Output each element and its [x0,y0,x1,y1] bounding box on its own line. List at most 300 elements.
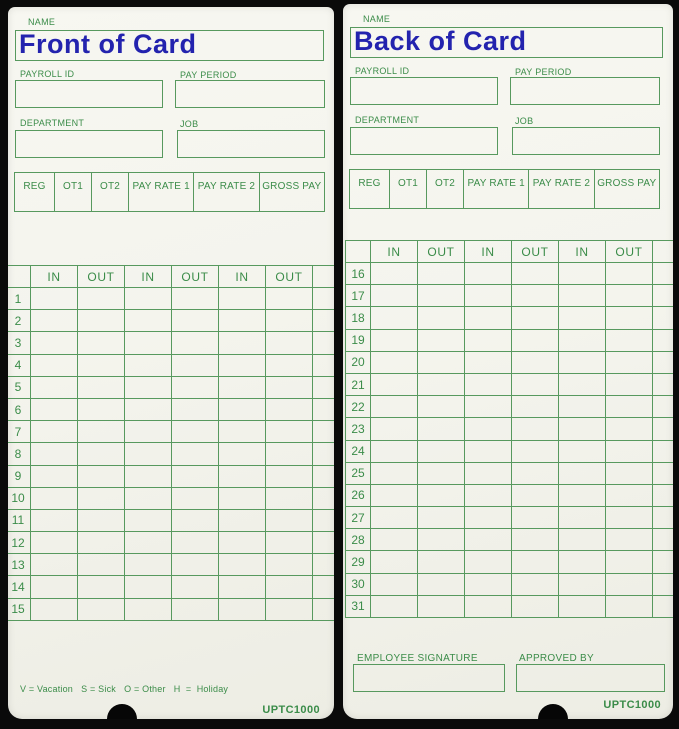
day-number: 22 [346,396,371,418]
pay-period-box [510,77,660,105]
punch-cell [172,421,219,443]
day-number: 21 [346,373,371,395]
grid-row [8,465,334,487]
day-number: 29 [346,551,371,573]
summary-cell [389,170,426,208]
punch-cell [266,398,313,420]
partial-cell [313,509,335,531]
bottom-notch [538,704,568,719]
punch-cell [418,329,465,351]
punch-cell [465,351,512,373]
punch-cell [266,465,313,487]
punch-cell [31,576,78,598]
grid-row [8,487,334,509]
punch-cell [266,376,313,398]
punch-cell [219,465,266,487]
job-box [177,130,325,158]
department-box [15,130,163,158]
grid-header-cell: IN [219,266,266,288]
grid-row [346,573,674,595]
punch-cell [172,465,219,487]
punch-cell [78,554,125,576]
punch-cell [512,462,559,484]
punch-cell [465,507,512,529]
partial-cell [653,573,674,595]
approved-by-box [516,664,665,692]
punch-cell [559,484,606,506]
pay-period-box [175,80,325,108]
punch-cell [418,440,465,462]
punch-cell [418,351,465,373]
grid-row [8,398,334,420]
absence-code-legend: V = Vacation S = Sick O = Other H = Holiday [20,684,229,694]
punch-cell [31,554,78,576]
punch-cell [606,440,653,462]
punch-cell [418,263,465,285]
grid-row [346,307,674,329]
punch-cell [172,554,219,576]
day-number: 28 [346,529,371,551]
punch-cell [172,310,219,332]
punch-cell [465,418,512,440]
punch-cell [266,288,313,310]
day-number: 13 [8,554,31,576]
partial-cell [653,263,674,285]
pay-period-label: PAY PERIOD [180,70,237,80]
pay-period-label: PAY PERIOD [515,67,572,77]
grid-header-partial [653,241,674,263]
grid-row [346,418,674,440]
grid-row [346,507,674,529]
punch-cell [606,462,653,484]
punch-cell [31,487,78,509]
day-number: 30 [346,573,371,595]
punch-cell [418,551,465,573]
punch-cell [371,396,418,418]
punch-cell [266,443,313,465]
grid-row [8,532,334,554]
punch-cell [371,418,418,440]
day-number: 15 [8,598,31,620]
punch-cell [559,462,606,484]
punch-cell [371,351,418,373]
punch-cell [125,576,172,598]
punch-cell [606,285,653,307]
payroll-id-label: PAYROLL ID [355,66,410,76]
summary-cell-label: PAY RATE 1 [132,181,190,192]
punch-cell [125,376,172,398]
punch-cell [512,551,559,573]
punch-cell [418,307,465,329]
partial-cell [653,307,674,329]
grid-header-cell: OUT [78,266,125,288]
punch-cell [606,396,653,418]
grid-row [8,576,334,598]
day-number: 9 [8,465,31,487]
partial-cell [313,443,335,465]
summary-cell [594,170,659,208]
day-number: 10 [8,487,31,509]
punch-cell [219,332,266,354]
punch-cell [266,332,313,354]
grid-row [346,529,674,551]
punch-cell [219,354,266,376]
punch-cell [219,288,266,310]
grid-row [8,354,334,376]
punch-cell [371,263,418,285]
punch-cell [78,376,125,398]
punch-cell [559,507,606,529]
day-number: 31 [346,595,371,617]
punch-cell [125,354,172,376]
punch-cell [371,507,418,529]
punch-cell [172,376,219,398]
punch-cell [219,532,266,554]
grid-row [346,484,674,506]
day-number: 4 [8,354,31,376]
punch-cell [606,507,653,529]
punch-cell [31,509,78,531]
day-number: 24 [346,440,371,462]
punch-cell [559,263,606,285]
job-label: JOB [180,119,199,129]
grid-row [8,443,334,465]
summary-cell [426,170,463,208]
punch-cell [219,554,266,576]
partial-cell [653,285,674,307]
partial-cell [313,598,335,620]
punch-cell [78,421,125,443]
punch-cell [125,332,172,354]
punch-cell [219,376,266,398]
punch-cell [125,465,172,487]
punch-cell [125,509,172,531]
summary-cell-label: PAY RATE 2 [197,181,256,192]
punch-cell [31,532,78,554]
punch-cell [606,373,653,395]
day-number: 3 [8,332,31,354]
grid-row [8,509,334,531]
punch-cell [266,532,313,554]
punch-cell [31,398,78,420]
punch-cell [465,573,512,595]
job-box [512,127,660,155]
summary-cell [528,170,593,208]
punch-cell [606,573,653,595]
punch-cell [418,373,465,395]
punch-cell [31,443,78,465]
punch-cell [606,418,653,440]
partial-cell [313,398,335,420]
punch-cell [31,598,78,620]
punch-cell [465,285,512,307]
day-number: 20 [346,351,371,373]
punch-cell [465,529,512,551]
day-number: 26 [346,484,371,506]
punch-cell [31,421,78,443]
summary-cell [259,173,324,211]
product-code: UPTC1000 [262,704,320,716]
punch-cell [266,354,313,376]
partial-cell [313,554,335,576]
punch-cell [266,509,313,531]
payroll-id-box [350,77,498,105]
punch-cell [125,310,172,332]
punch-cell [418,285,465,307]
partial-cell [313,310,335,332]
summary-cell-label: OT2 [99,181,121,192]
day-number: 25 [346,462,371,484]
punch-cell [512,263,559,285]
grid-corner-cell [346,241,371,263]
punch-cell [418,507,465,529]
pay-summary-table [14,172,325,212]
partial-cell [313,532,335,554]
punch-cell [559,307,606,329]
punch-cell [465,373,512,395]
punch-cell [78,443,125,465]
day-number: 12 [8,532,31,554]
punch-cell [465,396,512,418]
punch-cell [606,351,653,373]
partial-cell [653,551,674,573]
punch-cell [465,595,512,617]
punch-cell [559,285,606,307]
partial-cell [653,507,674,529]
punch-cell [512,529,559,551]
partial-cell [653,462,674,484]
grid-header-row [346,241,674,263]
punch-cell [266,598,313,620]
punch-cell [172,532,219,554]
punch-cell [512,396,559,418]
punch-cell [172,332,219,354]
grid-row [8,310,334,332]
grid-row [346,440,674,462]
payroll-id-box [15,80,163,108]
grid-header-partial [313,266,335,288]
day-number: 6 [8,398,31,420]
punch-cell [606,263,653,285]
punch-cell [31,465,78,487]
punch-cell [172,354,219,376]
punch-cell [78,532,125,554]
summary-cell-label: REG [358,178,381,189]
punch-cell [172,509,219,531]
punch-cell [606,551,653,573]
summary-cell-label: GROSS PAY [597,178,657,189]
day-number: 11 [8,509,31,531]
partial-cell [653,440,674,462]
punch-cell [78,310,125,332]
name-field-label: NAME [363,14,391,24]
punch-cell [78,288,125,310]
punch-cell [559,595,606,617]
grid-corner-cell [8,266,31,288]
punch-cell [512,484,559,506]
punch-cell [418,573,465,595]
punch-cell [219,576,266,598]
punch-cell [371,529,418,551]
punch-cell [172,598,219,620]
punch-cell [371,484,418,506]
punch-cell [512,418,559,440]
punch-cell [465,307,512,329]
day-number: 18 [346,307,371,329]
grid-row [8,376,334,398]
punch-cell [606,484,653,506]
bottom-notch [107,704,137,719]
punch-cell [465,462,512,484]
punch-cell [512,507,559,529]
grid-row [346,351,674,373]
punch-cell [266,421,313,443]
punch-cell [559,551,606,573]
day-number: 14 [8,576,31,598]
punch-cell [266,576,313,598]
punch-cell [266,554,313,576]
punch-cell [172,288,219,310]
summary-cell-label: REG [23,181,46,192]
punch-cell [418,529,465,551]
punch-cell [559,418,606,440]
punch-cell [371,462,418,484]
grid-header-cell: IN [31,266,78,288]
punch-cell [31,354,78,376]
partial-cell [653,529,674,551]
punch-cell [219,398,266,420]
grid-header-row [8,266,334,288]
summary-cell-label: OT2 [434,178,456,189]
punch-cell [172,398,219,420]
grid-header-cell: OUT [418,241,465,263]
card-side-title: Front of Card [19,29,197,59]
punch-cell [31,288,78,310]
punch-cell [512,285,559,307]
punch-cell [418,396,465,418]
department-label: DEPARTMENT [355,115,420,125]
punch-cell [125,443,172,465]
punch-cell [78,487,125,509]
partial-cell [313,288,335,310]
employee-signature-label: EMPLOYEE SIGNATURE [357,653,478,664]
partial-cell [653,595,674,617]
summary-cell-label: OT1 [62,181,84,192]
summary-cell [15,173,54,211]
punch-cell [559,440,606,462]
punch-cell [512,307,559,329]
grid-row [346,373,674,395]
summary-cell-label: GROSS PAY [262,181,322,192]
punch-cell [172,487,219,509]
punch-cell [172,443,219,465]
punch-cell [219,443,266,465]
punch-cell [219,487,266,509]
day-number: 23 [346,418,371,440]
punch-cell [606,529,653,551]
punch-cell [418,595,465,617]
grid-row [8,332,334,354]
punch-cell [418,462,465,484]
punch-cell [371,373,418,395]
punch-cell [125,421,172,443]
pay-summary-table [349,169,660,209]
summary-cell [54,173,91,211]
punch-cell [465,329,512,351]
summary-cell-label: PAY RATE 2 [532,178,591,189]
punch-cell [219,421,266,443]
job-label: JOB [515,116,534,126]
grid-header-cell: IN [559,241,606,263]
approved-by-label: APPROVED BY [519,653,594,664]
punch-cell [266,310,313,332]
partial-cell [313,354,335,376]
punch-cell [606,595,653,617]
punch-grid-back [345,240,673,618]
grid-row [346,551,674,573]
punch-cell [559,396,606,418]
punch-cell [172,576,219,598]
day-number: 5 [8,376,31,398]
day-number: 2 [8,310,31,332]
punch-cell [606,329,653,351]
grid-header-cell: OUT [266,266,313,288]
punch-cell [465,440,512,462]
grid-row [346,595,674,617]
department-label: DEPARTMENT [20,118,85,128]
partial-cell [313,576,335,598]
day-number: 17 [346,285,371,307]
punch-cell [78,465,125,487]
day-number: 27 [346,507,371,529]
punch-cell [78,354,125,376]
summary-cell [128,173,193,211]
punch-cell [371,573,418,595]
punch-cell [559,529,606,551]
grid-row [8,421,334,443]
punch-cell [465,484,512,506]
partial-cell [653,373,674,395]
punch-cell [559,329,606,351]
punch-cell [371,285,418,307]
grid-header-cell: OUT [606,241,653,263]
name-field-label: NAME [28,17,56,27]
punch-cell [219,509,266,531]
punch-cell [512,595,559,617]
punch-cell [78,576,125,598]
grid-row [346,285,674,307]
punch-cell [31,310,78,332]
punch-cell [418,484,465,506]
punch-cell [125,398,172,420]
punch-cell [31,376,78,398]
time-card-front [8,7,334,719]
employee-signature-box [353,664,505,692]
punch-cell [512,440,559,462]
punch-cell [465,263,512,285]
summary-cell-label: OT1 [397,178,419,189]
summary-cell-label: PAY RATE 1 [467,178,525,189]
punch-cell [219,598,266,620]
punch-cell [31,332,78,354]
grid-header-cell: IN [371,241,418,263]
punch-cell [371,440,418,462]
day-number: 8 [8,443,31,465]
punch-grid-front [8,265,334,621]
summary-cell [350,170,389,208]
grid-row [8,554,334,576]
summary-cell [91,173,128,211]
